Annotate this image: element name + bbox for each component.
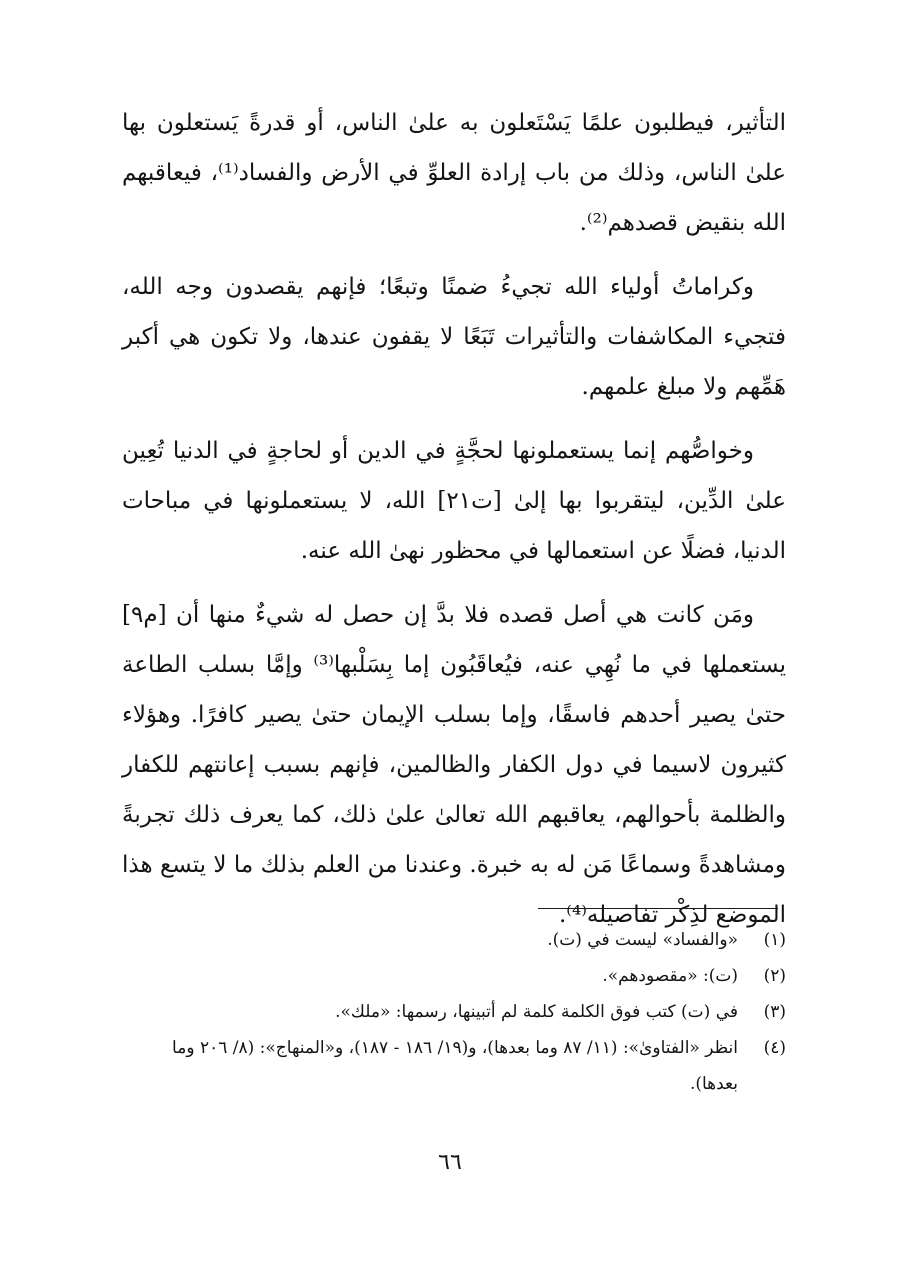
footnote xyxy=(122,922,786,958)
paragraph xyxy=(122,262,786,412)
paragraph-text: وكراماتُ أولياء الله تجيءُ ضمنًا وتبعًا؛ فإنهم يقصدون وجه الله، فتجيء المكاشفات والتأثيرات تَبَعًا لا يقفون عندها، ولا تكون هي أكبر هَمِّهم ولا مبلغ علمهم. xyxy=(122,274,786,400)
footnote-text: انظر «الفتاوىٰ»: (١١/ ٨٧ وما بعدها)، و(١٩/ ١٨٦ - ١٨٧)، و«المنهاج»: (٨/ ٢٠٦ وما بعدها). xyxy=(172,1038,738,1094)
footnote xyxy=(122,1030,786,1102)
footnote xyxy=(122,958,786,994)
footnote xyxy=(122,994,786,1030)
footnote-text: «والفساد» ليست في (ت). xyxy=(547,930,738,950)
footnotes xyxy=(122,922,786,1102)
footnote-number: (٣) xyxy=(763,1002,786,1022)
footnote-number: (٢) xyxy=(763,966,786,986)
paragraph xyxy=(122,426,786,576)
footnote-separator xyxy=(538,908,778,909)
paragraph xyxy=(122,590,786,940)
footnote-number: (٤) xyxy=(763,1038,786,1058)
paragraph-text: وخواصُّهم إنما يستعملونها لحجَّةٍ في الدين أو لحاجةٍ في الدنيا تُعِين علىٰ الدِّين، ليتقربوا بها إلىٰ [ت٢١] الله، لا يستعملونها في مباحات الدنيا، فضلًا عن استعمالها في محظور نهىٰ الله عنه. xyxy=(122,438,786,564)
page-number: ٦٦ xyxy=(438,1150,462,1175)
paragraph-text: ومَن كانت هي أصل قصده فلا بدَّ إن حصل له شيءٌ منها أن [م٩] يستعملها في ما نُهِي عنه، فيُعاقَبُون إما بِسَلْبها⁽³⁾ وإمَّا بسلب الطاعة حتىٰ يصير أحدهم فاسقًا، وإما بسلب الإيمان حتىٰ يصير كافرًا. وهؤلاء كثيرون لاسيما في دول الكفار والظالمين، فإنهم بسبب إعانتهم للكفار والظلمة بأحوالهم، يعاقبهم الله تعالىٰ علىٰ ذلك، كما يعرف ذلك تجربةً ومشاهدةً وسماعًا مَن له به خبرة. وعندنا من العلم بذلك ما لا يتسع هذا الموضع لذِكْر تفاصيله⁽⁴⁾. xyxy=(122,602,786,928)
main-text xyxy=(122,98,786,954)
footnote-text: (ت): «مقصودهم». xyxy=(602,966,738,986)
footnote-text: في (ت) كتب فوق الكلمة كلمة لم أتبينها، رسمها: «ملك». xyxy=(335,1002,738,1022)
paragraph: التأثير، فيطلبون علمًا يَسْتَعلون به علىٰ الناس، أو قدرةً يَستعلون بها علىٰ الناس، وذلك من باب إرادة العلوِّ في الأرض والفساد⁽¹⁾، فيعاقبهم الله بنقيض قصدهم⁽²⁾. xyxy=(122,110,787,236)
footnote-number: (١) xyxy=(763,930,786,950)
